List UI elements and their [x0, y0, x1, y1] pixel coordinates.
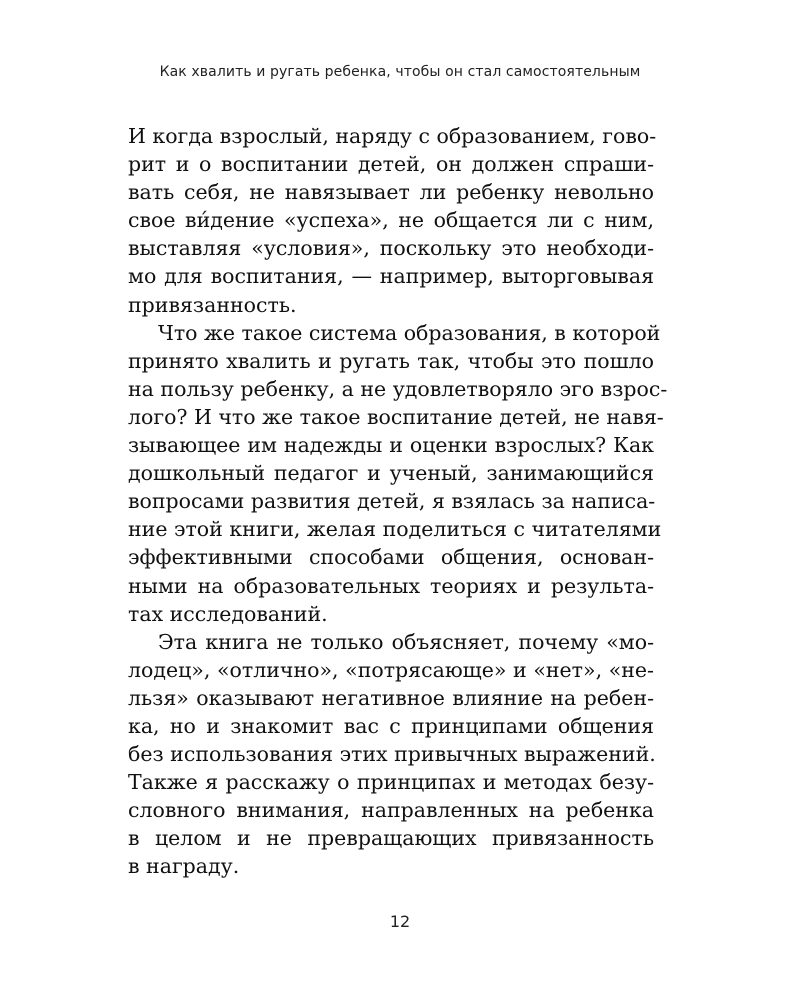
text-line: лодец», «отлично», «потрясающе» и «нет», «не-	[128, 657, 654, 682]
text-line: словного внимания, направленных на ребенка	[128, 798, 654, 823]
text-line: И когда взрослый, наряду с образованием, гово-	[128, 124, 657, 148]
text-line: льзя» оказывают негативное влияние на ребен-	[128, 685, 654, 710]
text-line: ка, но и знакомит вас с принципами общения	[128, 713, 654, 738]
text-line: мо для воспитания, — например, выторговывая	[128, 264, 654, 289]
text-line: выставляя «условия», поскольку это необходи-	[128, 236, 654, 261]
text-line: лого? И что же такое воспитание детей, не навя-	[128, 404, 664, 429]
paragraph	[128, 122, 657, 319]
text-line: ными на образовательных теориях и результа-	[128, 573, 654, 598]
paragraph	[128, 319, 668, 628]
text-line: ние этой книги, желая поделиться с читателями	[128, 517, 662, 542]
text-line: Также я расскажу о принципах и методах безу-	[128, 770, 654, 795]
text-line: Что же такое система образования, в которой	[158, 320, 661, 345]
page-number: 12	[389, 912, 411, 931]
text-line: тах исследований.	[128, 601, 328, 626]
text-line: на пользу ребенку, а не удовлетворяло эго взрос-	[128, 376, 668, 401]
paragraph	[128, 628, 654, 881]
text-line: в награду.	[128, 854, 240, 879]
running-head: Как хвалить и ругать ребенка, чтобы он стал самостоятельным	[159, 64, 641, 80]
text-line: вопросами развития детей, я взялась за написа-	[128, 489, 656, 514]
text-line: привязанность.	[128, 292, 297, 317]
text-line: принято хвалить и ругать так, чтобы это пошло	[128, 348, 654, 373]
text-line: зывающее им надежды и оценки взрослых? Как	[128, 433, 654, 458]
text-line: рит и о воспитании детей, он должен спраши-	[128, 152, 654, 177]
text-line: без использования этих привычных выражений.	[128, 742, 656, 767]
page-body	[128, 122, 668, 881]
text-line: дошкольный педагог и ученый, занимающийся	[128, 461, 654, 486]
text-line: Эта книга не только объясняет, почему «мо-	[158, 629, 654, 654]
text-line: свое ви́дение «успеха», не общается ли с ним,	[128, 208, 654, 233]
text-line: эффективными способами общения, основан-	[128, 545, 654, 570]
text-line: в целом и не превращающих привязанность	[128, 826, 654, 851]
text-line: вать себя, не навязывает ли ребенку невольно	[128, 180, 654, 205]
